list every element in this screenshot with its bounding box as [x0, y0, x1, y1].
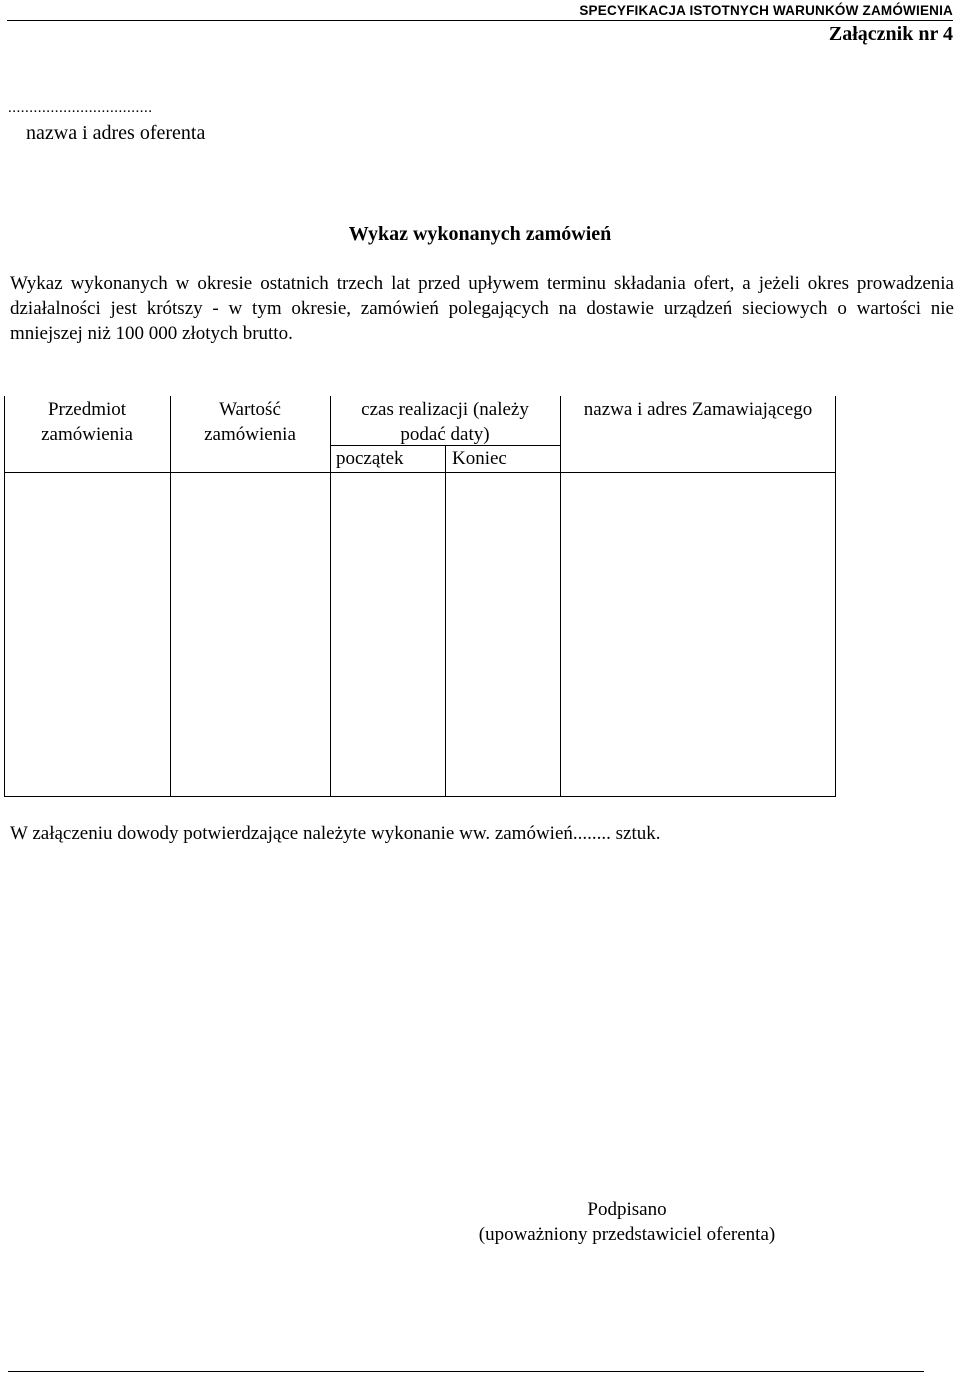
- signature-role: (upoważniony przedstawiciel oferenta): [478, 1224, 776, 1245]
- header-subject: [4, 397, 170, 447]
- header-start-date: początek: [336, 448, 404, 469]
- attachments-note: W załączeniu dowody potwierdzające należyte wykonanie ww. zamówień........ sztuk.: [10, 823, 661, 844]
- header-time-line1: czas realizacji (należy: [361, 399, 529, 420]
- signature-block: [430, 1197, 824, 1247]
- footer-divider: [8, 1371, 924, 1372]
- intro-paragraph: Wykaz wykonanych w okresie ostatnich trzech lat przed upływem terminu składania ofert, a jeżeli okres prowadzenia działalności jest krótszy - w tym okresie, zamówień polegających na dostawie urządzeń sieciowych o wartości nie mniejszej niż 100 000 złotych brutto.: [10, 273, 954, 344]
- header-time-line2: podać daty): [400, 424, 490, 445]
- document-title: Wykaz wykonanych zamówień: [348, 223, 612, 245]
- header-divider: [7, 20, 953, 21]
- header-client: nazwa i adres Zamawiającego: [583, 399, 813, 420]
- offeror-fill-line: ..................................: [8, 100, 153, 116]
- header-time: [330, 397, 560, 447]
- header-subject-line1: Przedmiot: [47, 399, 127, 420]
- spec-header-title: SPECYFIKACJA ISTOTNYCH WARUNKÓW ZAMÓWIENIA: [579, 3, 953, 18]
- orders-table: [4, 396, 836, 798]
- header-subject-line2: zamówienia: [41, 424, 133, 445]
- header-end-date: Koniec: [452, 448, 507, 469]
- signature-label: Podpisano: [587, 1199, 667, 1220]
- header-value: [170, 397, 330, 447]
- table-grid: [4, 396, 836, 798]
- offeror-label: nazwa i adres oferenta: [26, 122, 206, 144]
- attachment-number: Załącznik nr 4: [828, 23, 953, 45]
- header-value-line2: zamówienia: [204, 424, 296, 445]
- header-value-line1: Wartość: [219, 399, 281, 420]
